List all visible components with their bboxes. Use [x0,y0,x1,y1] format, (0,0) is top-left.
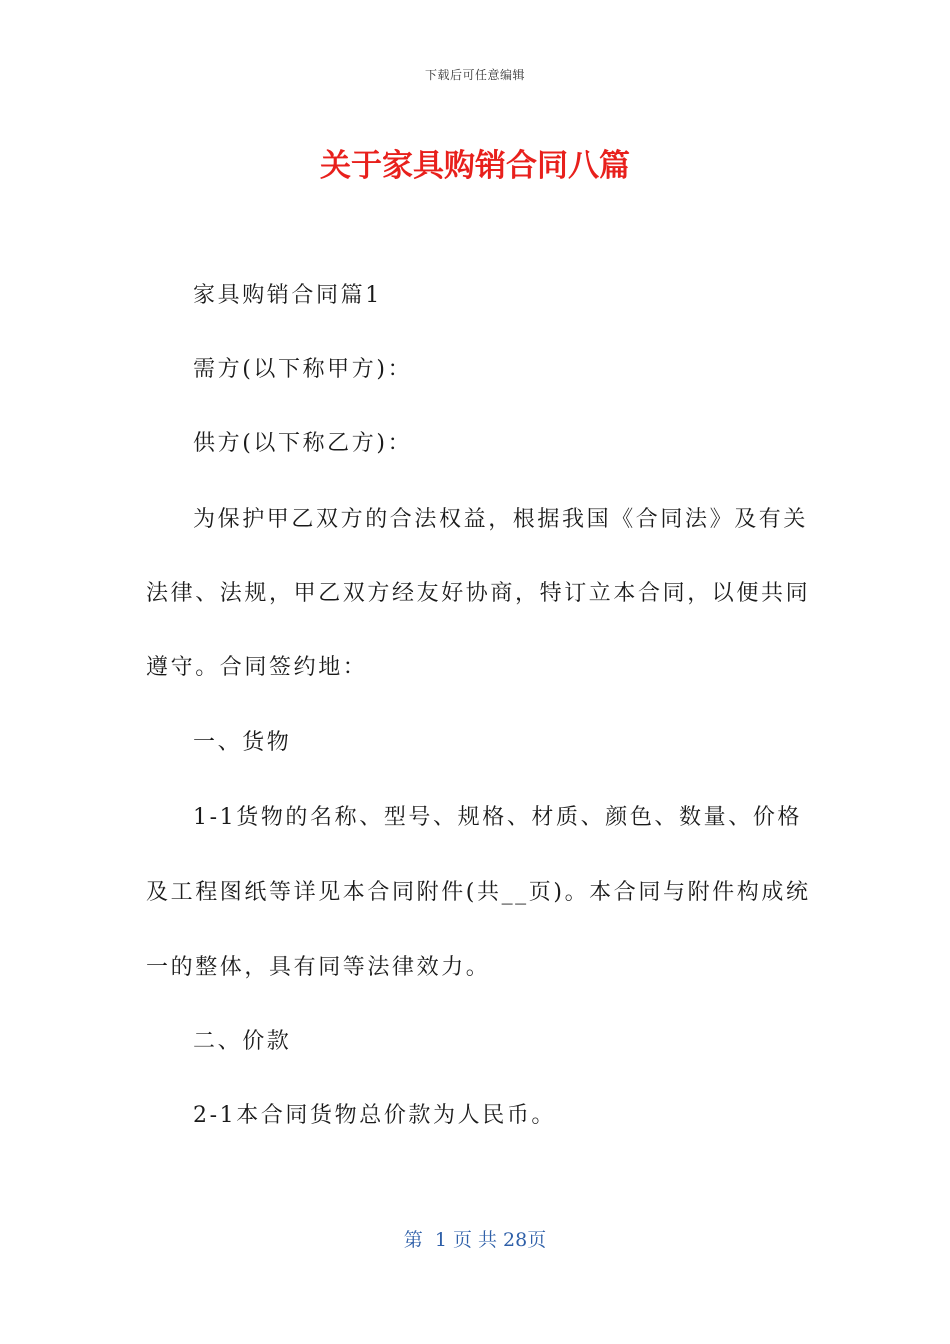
header-note: 下载后可任意编辑 [424,68,525,82]
paragraph-line: 1-1货物的名称、型号、规格、材质、颜色、数量、价格 [193,805,803,830]
clause-heading: 一、货物 [193,730,292,755]
page-number-footer: 第 1 页 共 28页 [403,1229,547,1251]
party-b-line: 供方(以下称乙方)： [193,431,413,456]
document-title: 关于家具购销合同八篇 [320,148,630,184]
paragraph-line: 法律、法规，甲乙双方经友好协商，特订立本合同，以便共同 [146,581,811,606]
paragraph-line: 及工程图纸等详见本合同附件(共__页)。本合同与附件构成统 [146,880,811,905]
paragraph-line: 2-1本合同货物总价款为人民币。 [193,1103,557,1128]
party-a-line: 需方(以下称甲方)： [193,357,413,382]
paragraph-line: 为保护甲乙双方的合法权益，根据我国《合同法》及有关 [193,507,809,532]
paragraph-line: 一的整体，具有同等法律效力。 [146,955,491,980]
section-heading: 家具购销合同篇1 [193,283,382,308]
clause-heading: 二、价款 [193,1029,292,1054]
paragraph-line: 遵守。合同签约地： [146,655,368,680]
